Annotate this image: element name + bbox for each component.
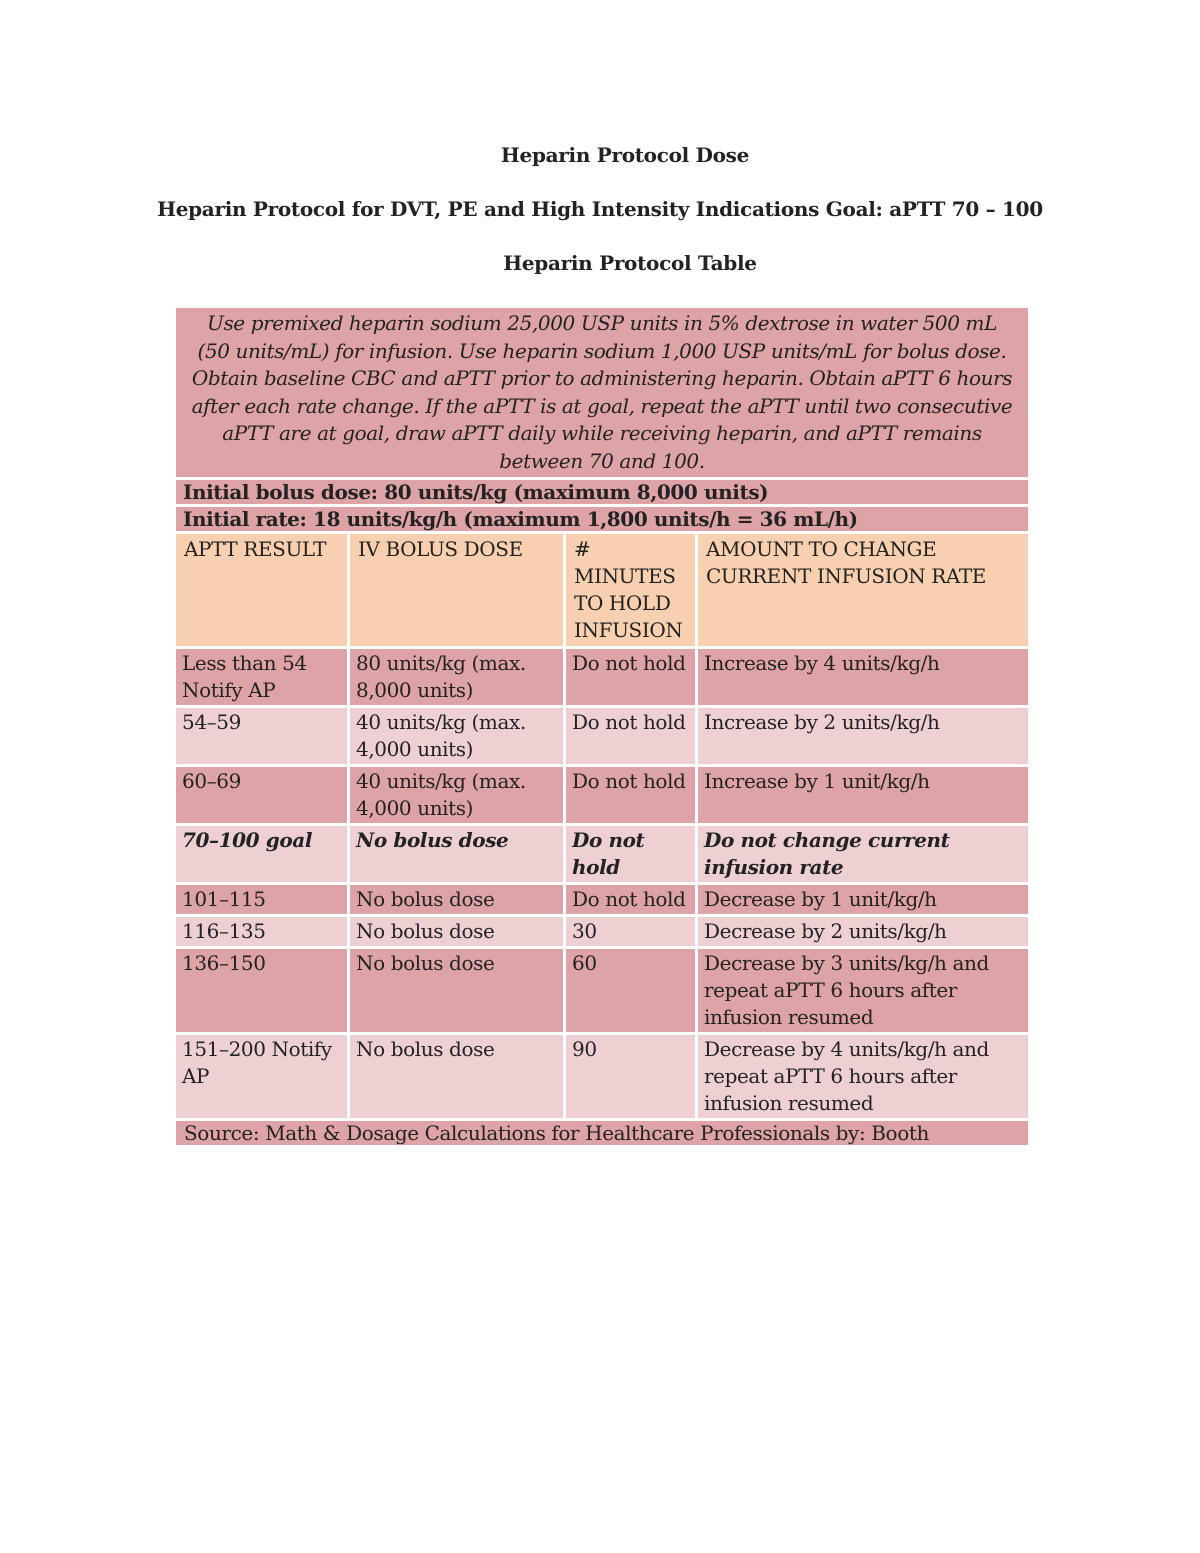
intro-text: Use premixed heparin sodium 25,000 USP units in 5% dextrose in water 500 mL (50 units/mL) for infusion. Use heparin sodium 1,000 USP units/mL for bolus dose. Obtain baseline CBC and aPTT prior to administering heparin. Obtain aPTT 6 hours after each rate change. If the aPTT is at goal, repeat the aPTT until two consecutive aPTT are at goal, draw aPTT daily while receiving heparin, and aPTT remains between 70 and 100.	[176, 308, 1028, 477]
table-row	[176, 885, 1028, 917]
hold-minutes-cell: Do not hold	[566, 708, 698, 764]
header-amount-to-change: AMOUNT TO CHANGE CURRENT INFUSION RATE	[698, 534, 1028, 646]
protocol-subtitle: Heparin Protocol for DVT, PE and High Intensity Indications Goal: aPTT 70 – 100	[157, 197, 1043, 221]
initial-bolus-text: Initial bolus dose: 80 units/kg (maximum 8,000 units)	[176, 480, 1028, 504]
rate-change-cell: Decrease by 1 unit/kg/h	[698, 885, 1028, 914]
table-row	[176, 949, 1028, 1035]
initial-rate-text: Initial rate: 18 units/kg/h (maximum 1,800 units/h = 36 mL/h)	[176, 507, 1028, 531]
bolus-dose-cell: 40 units/kg (max. 4,000 units)	[350, 708, 566, 764]
rate-change-cell: Decrease by 4 units/kg/h and repeat aPTT 6 hours after infusion resumed	[698, 1035, 1028, 1118]
table-row	[176, 767, 1028, 826]
bolus-dose-cell: 40 units/kg (max. 4,000 units)	[350, 767, 566, 823]
header-iv-bolus-dose: IV BOLUS DOSE	[350, 534, 566, 646]
rate-change-cell: Increase by 2 units/kg/h	[698, 708, 1028, 764]
hold-minutes-cell: Do not hold	[566, 826, 698, 882]
table-row	[176, 649, 1028, 708]
bolus-dose-cell: 80 units/kg (max. 8,000 units)	[350, 649, 566, 705]
bolus-dose-cell: No bolus dose	[350, 949, 566, 1032]
table-header-row	[176, 534, 1028, 649]
bolus-dose-cell: No bolus dose	[350, 1035, 566, 1118]
hold-minutes-cell: 30	[566, 917, 698, 946]
rate-change-cell: Do not change current infusion rate	[698, 826, 1028, 882]
goal-row	[176, 826, 1028, 885]
aptt-result-cell: Less than 54 Notify AP	[176, 649, 350, 705]
hold-minutes-cell: Do not hold	[566, 767, 698, 823]
header-aptt-result: APTT RESULT	[176, 534, 350, 646]
rate-change-cell: Decrease by 3 units/kg/h and repeat aPTT 6 hours after infusion resumed	[698, 949, 1028, 1032]
intro-row	[176, 308, 1028, 480]
hold-minutes-cell: 60	[566, 949, 698, 1032]
hold-minutes-cell: Do not hold	[566, 885, 698, 914]
table-row	[176, 917, 1028, 949]
rate-change-cell: Increase by 1 unit/kg/h	[698, 767, 1028, 823]
bolus-dose-cell: No bolus dose	[350, 826, 566, 882]
aptt-result-cell: 151–200 Notify AP	[176, 1035, 350, 1118]
header-minutes-to-hold: # MINUTES TO HOLD INFUSION	[566, 534, 698, 646]
hold-minutes-cell: 90	[566, 1035, 698, 1118]
source-row	[176, 1121, 1028, 1148]
aptt-result-cell: 136–150	[176, 949, 350, 1032]
table-row	[176, 1035, 1028, 1121]
source-citation: Source: Math & Dosage Calculations for Healthcare Professionals by: Booth	[176, 1121, 1028, 1145]
hold-minutes-cell: Do not hold	[566, 649, 698, 705]
aptt-result-cell: 54–59	[176, 708, 350, 764]
initial-rate-row	[176, 507, 1028, 534]
document-title: Heparin Protocol Dose	[500, 143, 750, 167]
aptt-result-cell: 101–115	[176, 885, 350, 914]
table-title: Heparin Protocol Table	[503, 251, 757, 275]
initial-bolus-row	[176, 480, 1028, 507]
table-row	[176, 708, 1028, 767]
aptt-result-cell: 116–135	[176, 917, 350, 946]
heparin-protocol-table	[176, 308, 1028, 1148]
aptt-result-cell: 70–100 goal	[176, 826, 350, 882]
rate-change-cell: Increase by 4 units/kg/h	[698, 649, 1028, 705]
aptt-result-cell: 60–69	[176, 767, 350, 823]
rate-change-cell: Decrease by 2 units/kg/h	[698, 917, 1028, 946]
bolus-dose-cell: No bolus dose	[350, 917, 566, 946]
bolus-dose-cell: No bolus dose	[350, 885, 566, 914]
